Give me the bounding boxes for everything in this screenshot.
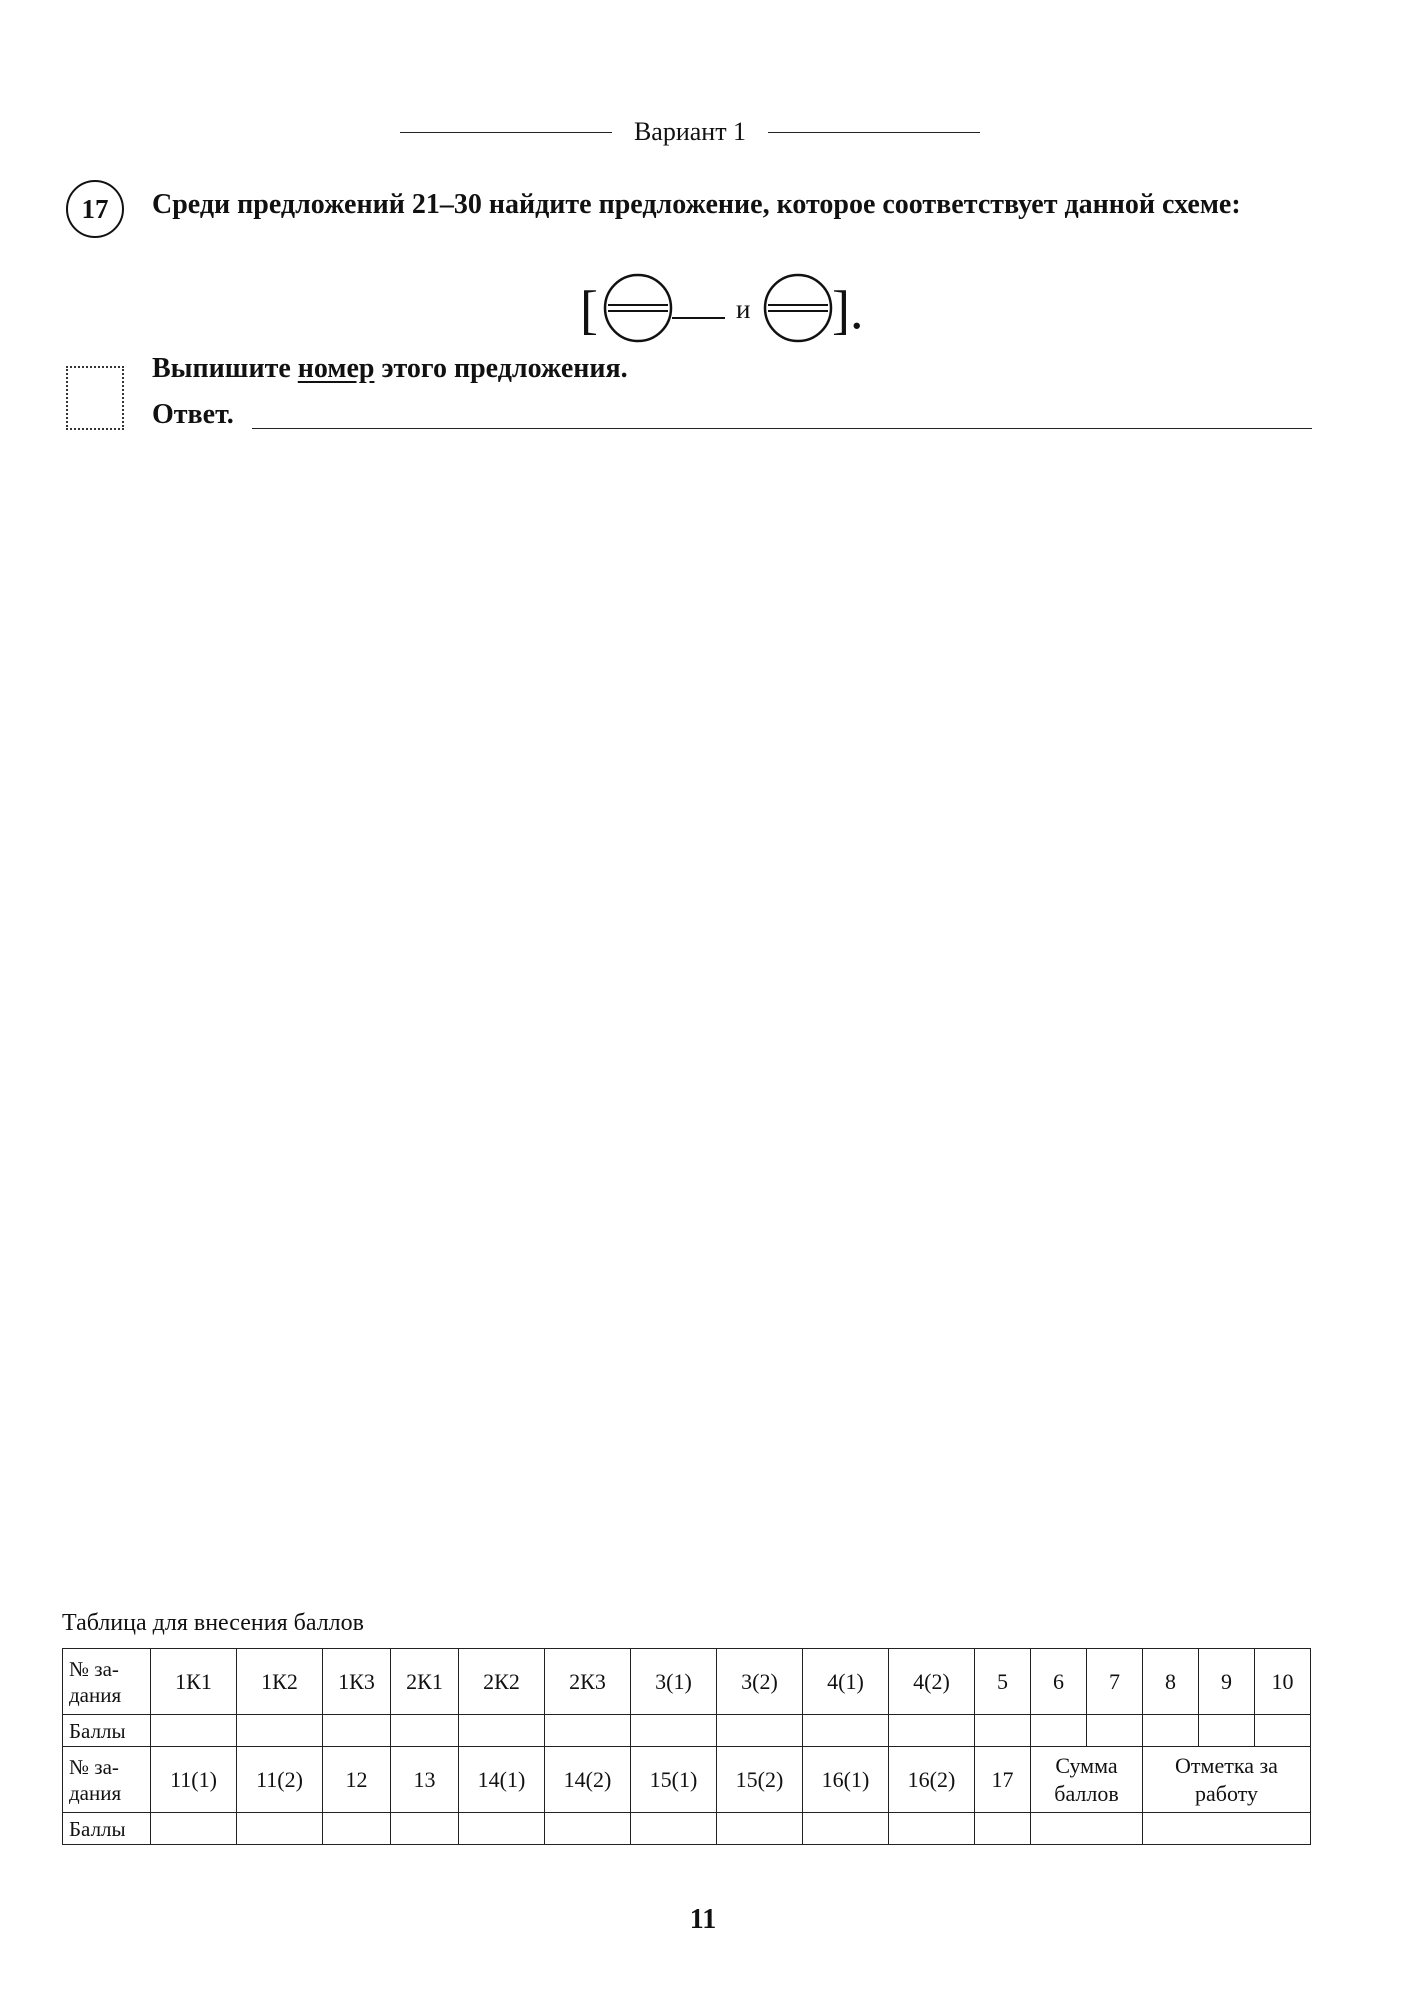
score-cell[interactable] <box>975 1715 1031 1747</box>
variant-title: Вариант 1 <box>633 117 747 146</box>
task-cell: 2К3 <box>545 1649 631 1715</box>
sum-label-cell: Сумма баллов <box>1031 1747 1143 1813</box>
task-cell: 9 <box>1199 1649 1255 1715</box>
task-instruction <box>152 350 628 388</box>
row-head-task: № за-дания <box>63 1747 151 1813</box>
row-head-task: № за-дания <box>63 1649 151 1715</box>
task-cell: 15(1) <box>631 1747 717 1813</box>
score-cell[interactable] <box>459 1813 545 1845</box>
header-rule-right <box>768 132 980 133</box>
task-cell: 11(1) <box>151 1747 237 1813</box>
task-cell: 4(1) <box>803 1649 889 1715</box>
score-cell[interactable] <box>717 1813 803 1845</box>
task-cell: 2К1 <box>391 1649 459 1715</box>
task-cell: 1К1 <box>151 1649 237 1715</box>
task-cell: 4(2) <box>889 1649 975 1715</box>
instruction-underlined: номер <box>297 353 375 384</box>
score-cell[interactable] <box>237 1715 323 1747</box>
task-cell: 1К2 <box>237 1649 323 1715</box>
score-cell[interactable] <box>803 1813 889 1845</box>
score-cell[interactable] <box>1143 1715 1199 1747</box>
task-cell: 7 <box>1087 1649 1143 1715</box>
task-cell: 14(1) <box>459 1747 545 1813</box>
score-cell[interactable] <box>459 1715 545 1747</box>
score-cell[interactable] <box>975 1813 1031 1845</box>
task-cell: 12 <box>323 1747 391 1813</box>
sum-score-cell[interactable] <box>1031 1813 1143 1845</box>
task-cell: 10 <box>1255 1649 1311 1715</box>
score-cell[interactable] <box>323 1813 391 1845</box>
task-number: 17 <box>81 193 109 224</box>
task-cell: 15(2) <box>717 1747 803 1813</box>
header-rule-left <box>400 132 612 133</box>
score-cell[interactable] <box>1031 1715 1087 1747</box>
score-cell[interactable] <box>237 1813 323 1845</box>
mark-score-cell[interactable] <box>1143 1813 1311 1845</box>
score-cell[interactable] <box>631 1813 717 1845</box>
score-cell[interactable] <box>889 1715 975 1747</box>
sentence-scheme <box>580 270 900 350</box>
task-cell: 3(2) <box>717 1649 803 1715</box>
score-cell[interactable] <box>631 1715 717 1747</box>
task-cell: 14(2) <box>545 1747 631 1813</box>
row-head-score: Баллы <box>63 1715 151 1747</box>
task-number-row-1 <box>63 1649 1311 1715</box>
task-cell: 5 <box>975 1649 1031 1715</box>
task-cell: 1К3 <box>323 1649 391 1715</box>
score-cell[interactable] <box>151 1813 237 1845</box>
answer-label: Ответ. <box>152 399 234 430</box>
task-number-row-2 <box>63 1747 1311 1813</box>
score-cell[interactable] <box>323 1715 391 1747</box>
score-cell[interactable] <box>151 1715 237 1747</box>
task-cell: 2К2 <box>459 1649 545 1715</box>
score-table-caption: Таблица для внесения баллов <box>62 1610 364 1636</box>
score-cell[interactable] <box>1255 1715 1311 1747</box>
task-cell: 17 <box>975 1747 1031 1813</box>
score-table <box>62 1648 1311 1845</box>
scheme-open-bracket: [ <box>580 280 598 340</box>
task-cell: 8 <box>1143 1649 1199 1715</box>
task-question: Среди предложений 21–30 найдите предложение, которое соответствует данной схеме: <box>152 189 1241 220</box>
task-cell: 16(1) <box>803 1747 889 1813</box>
score-cell[interactable] <box>889 1813 975 1845</box>
scheme-subject-predicate-icon <box>605 275 671 341</box>
answer-input-line[interactable] <box>252 428 1312 429</box>
row-head-score: Баллы <box>63 1813 151 1845</box>
score-cell[interactable] <box>1199 1715 1255 1747</box>
scheme-close-bracket: ]. <box>832 280 864 340</box>
score-row-1 <box>63 1715 1311 1747</box>
score-cell[interactable] <box>1087 1715 1143 1747</box>
score-cell[interactable] <box>391 1813 459 1845</box>
task-cell: 13 <box>391 1747 459 1813</box>
instruction-after: этого предложения. <box>374 353 628 384</box>
page-number: 11 <box>689 1904 717 1935</box>
answer-box[interactable] <box>66 366 124 430</box>
score-cell[interactable] <box>545 1813 631 1845</box>
task-cell: 11(2) <box>237 1747 323 1813</box>
task-number-badge <box>66 180 124 238</box>
task-cell: 3(1) <box>631 1649 717 1715</box>
score-cell[interactable] <box>545 1715 631 1747</box>
variant-header <box>380 112 1000 152</box>
score-cell[interactable] <box>803 1715 889 1747</box>
score-cell[interactable] <box>717 1715 803 1747</box>
score-cell[interactable] <box>391 1715 459 1747</box>
score-row-2 <box>63 1813 1311 1845</box>
instruction-before: Выпишите <box>152 353 298 384</box>
scheme-conjunction: и <box>736 294 751 324</box>
mark-label-cell: Отметка за работу <box>1143 1747 1311 1813</box>
task-cell: 6 <box>1031 1649 1087 1715</box>
task-cell: 16(2) <box>889 1747 975 1813</box>
scheme-subject-predicate-icon <box>765 275 831 341</box>
